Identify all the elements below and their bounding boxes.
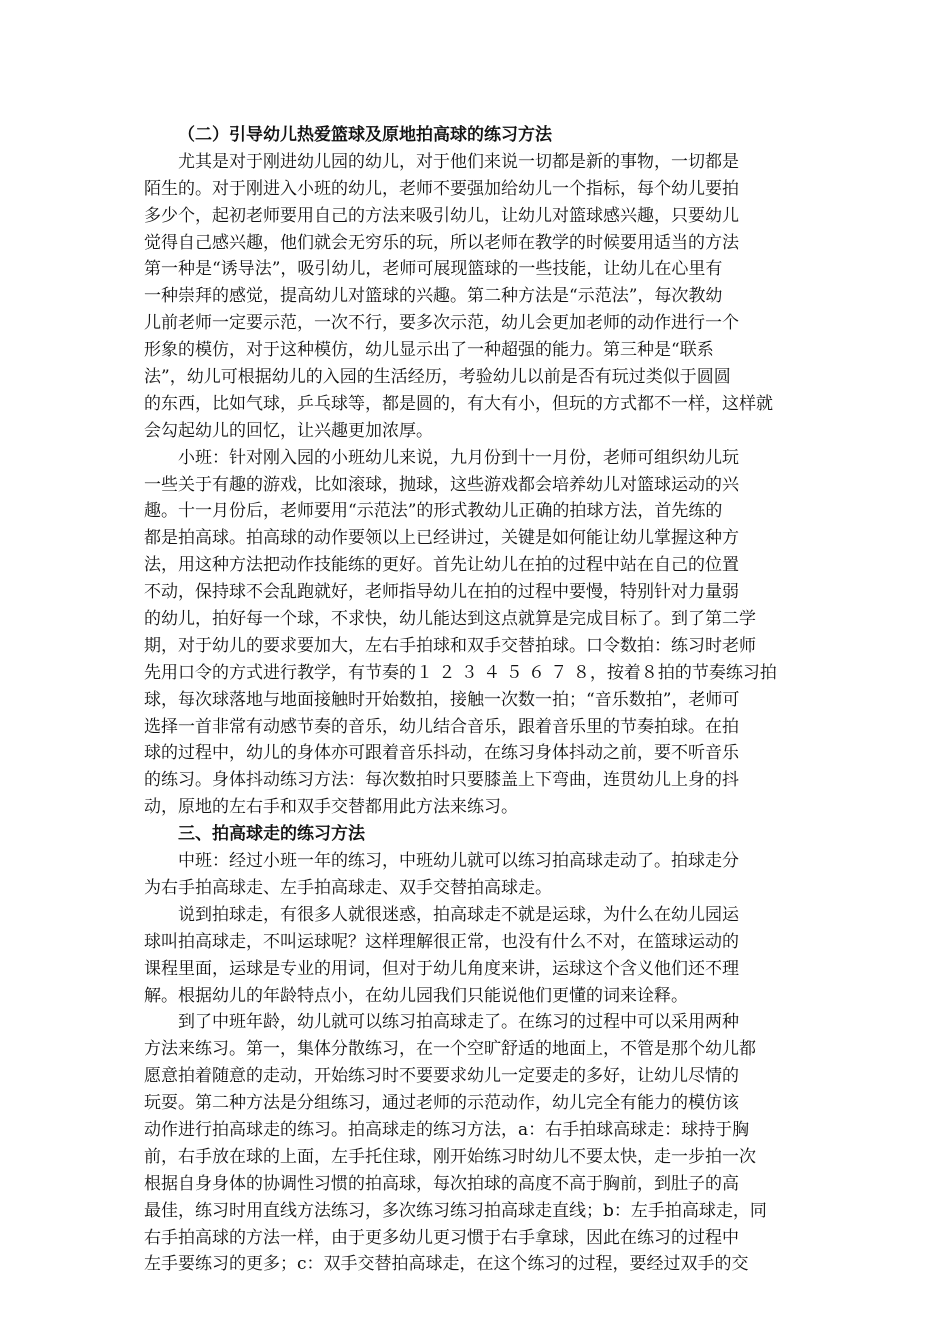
text-line: 课程里面，运球是专业的用词，但对于幼儿角度来讲，运球这个含义他们还不理	[144, 958, 739, 979]
text-line: 解。根据幼儿的年龄特点小，在幼儿园我们只能说他们更懂的词来诠释。	[144, 985, 688, 1006]
text-line: 球，每次球落地与地面接触时开始数拍，接触一次数一拍；“音乐数拍”，老师可	[144, 689, 740, 710]
text-line: 的幼儿，拍好每一个球，不求快，幼儿能达到这点就算是完成目标了。到了第二学	[144, 609, 756, 630]
text-line: 选择一首非常有动感节奏的音乐，幼儿结合音乐，跟着音乐里的节奏拍球。在拍	[144, 716, 739, 737]
text-line: 球的过程中，幼儿的身体亦可跟着音乐抖动，在练习身体抖动之前，要不听音乐	[144, 743, 739, 764]
text-line: 都是拍高球。拍高球的动作要领以上已经讲过，关键是如何能让幼儿掌握这种方	[144, 528, 739, 549]
text-line: 最佳，练习时用直线方法练习，多次练习练习拍高球走直线；b：左手拍高球走，同	[144, 1200, 767, 1221]
text-line: 前，右手放在球的上面，左手托住球，刚开始练习时幼儿不要太快，走一步拍一次	[144, 1146, 756, 1167]
text-line: 玩耍。第二种方法是分组练习，通过老师的示范动作，幼儿完全有能力的模仿该	[144, 1093, 739, 1114]
paragraph-3	[144, 848, 810, 902]
text-line: 到了中班年龄，幼儿就可以练习拍高球走了。在练习的过程中可以采用两种	[178, 1012, 739, 1033]
paragraph-4	[144, 902, 810, 1010]
text-line: 的练习。身体抖动练习方法：每次数拍时只要膝盖上下弯曲，连贯幼儿上身的抖	[144, 770, 739, 791]
text-line: 尤其是对于刚进幼儿园的幼儿，对于他们来说一切都是新的事物，一切都是	[178, 151, 739, 172]
text-line: 小班：针对刚入园的小班幼儿来说，九月份到十一月份，老师可组织幼儿玩	[178, 447, 739, 468]
section-heading-2: （二）引导幼儿热爱篮球及原地拍高球的练习方法	[178, 125, 552, 145]
text-line: 一种崇拜的感觉，提高幼儿对篮球的兴趣。第二种方法是“示范法”，每次教幼	[144, 286, 723, 307]
text-line: 右手拍高球的方法一样，由于更多幼儿更习惯于右手拿球，因此在练习的过程中	[144, 1227, 739, 1248]
text-line: 不动，保持球不会乱跑就好，老师指导幼儿在拍的过程中要慢，特别针对力量弱	[144, 582, 739, 603]
text-line: 动作进行拍高球走的练习。拍高球走的练习方法，a：右手拍球高球走：球持于胸	[144, 1119, 750, 1140]
text-line: 愿意拍着随意的走动，开始练习时不要要求幼儿一定要走的多好，让幼儿尽情的	[144, 1066, 739, 1087]
text-line: 球叫拍高球走，不叫运球呢？这样理解很正常，也没有什么不对，在篮球运动的	[144, 931, 739, 952]
section-heading-3: 三、拍高球走的练习方法	[178, 824, 365, 845]
text-line: 动，原地的左右手和双手交替都用此方法来练习。	[144, 797, 518, 818]
paragraph-1	[144, 149, 810, 445]
text-line: 方法来练习。第一，集体分散练习，在一个空旷舒适的地面上，不管是那个幼儿都	[144, 1039, 756, 1060]
text-line: 第一种是“诱导法”，吸引幼儿，老师可展现篮球的一些技能，让幼儿在心里有	[144, 259, 723, 280]
text-line: 儿前老师一定要示范，一次不行，要多次示范，幼儿会更加老师的动作进行一个	[144, 313, 739, 334]
text-line: 的东西，比如气球，乒乓球等，都是圆的，有大有小，但玩的方式都不一样，这样就	[144, 393, 773, 414]
document-page	[144, 122, 810, 1278]
text-line: 多少个，起初老师要用自己的方法来吸引幼儿，让幼儿对篮球感兴趣，只要幼儿	[144, 205, 739, 226]
text-line: 觉得自己感兴趣，他们就会无穷乐的玩，所以老师在教学的时候要用适当的方法	[144, 232, 739, 253]
text-line: 左手要练习的更多；c：双手交替拍高球走，在这个练习的过程，要经过双手的交	[144, 1254, 749, 1275]
text-line: 法，用这种方法把动作技能练的更好。首先让幼儿在拍的过程中站在自己的位置	[144, 555, 739, 576]
text-line: 一些关于有趣的游戏，比如滚球，抛球，这些游戏都会培养幼儿对篮球运动的兴	[144, 474, 739, 495]
text-line: 法”，幼儿可根据幼儿的入园的生活经历，考验幼儿以前是否有玩过类似于圆圆	[144, 367, 731, 388]
paragraph-5	[144, 1009, 810, 1278]
text-line: 会勾起幼儿的回忆，让兴趣更加浓厚。	[144, 420, 433, 441]
paragraph-2	[144, 445, 810, 821]
text-line: 中班：经过小班一年的练习，中班幼儿就可以练习拍高球走动了。拍球走分	[178, 851, 739, 872]
text-line: 期，对于幼儿的要求要加大，左右手拍球和双手交替拍球。口令数拍：练习时老师	[144, 635, 756, 656]
text-line: 趣。十一月份后，老师要用“示范法”的形式教幼儿正确的拍球方法，首先练的	[144, 501, 723, 522]
text-line: 形象的模仿，对于这种模仿，幼儿显示出了一种超强的能力。第三种是“联系	[144, 340, 714, 361]
text-line: 为右手拍高球走、左手拍高球走、双手交替拍高球走。	[144, 877, 552, 898]
text-line: 陌生的。对于刚进入小班的幼儿，老师不要强加给幼儿一个指标，每个幼儿要拍	[144, 178, 739, 199]
text-line: 说到拍球走，有很多人就很迷惑，拍高球走不就是运球，为什么在幼儿园运	[178, 904, 739, 925]
text-line: 先用口令的方式进行教学，有节奏的１ ２ ３ ４ ５ ６ ７ ８，按着８拍的节奏练习拍	[144, 662, 777, 683]
text-line: 根据自身身体的协调性习惯的拍高球，每次拍球的高度不高于胸前，到肚子的高	[144, 1173, 739, 1194]
